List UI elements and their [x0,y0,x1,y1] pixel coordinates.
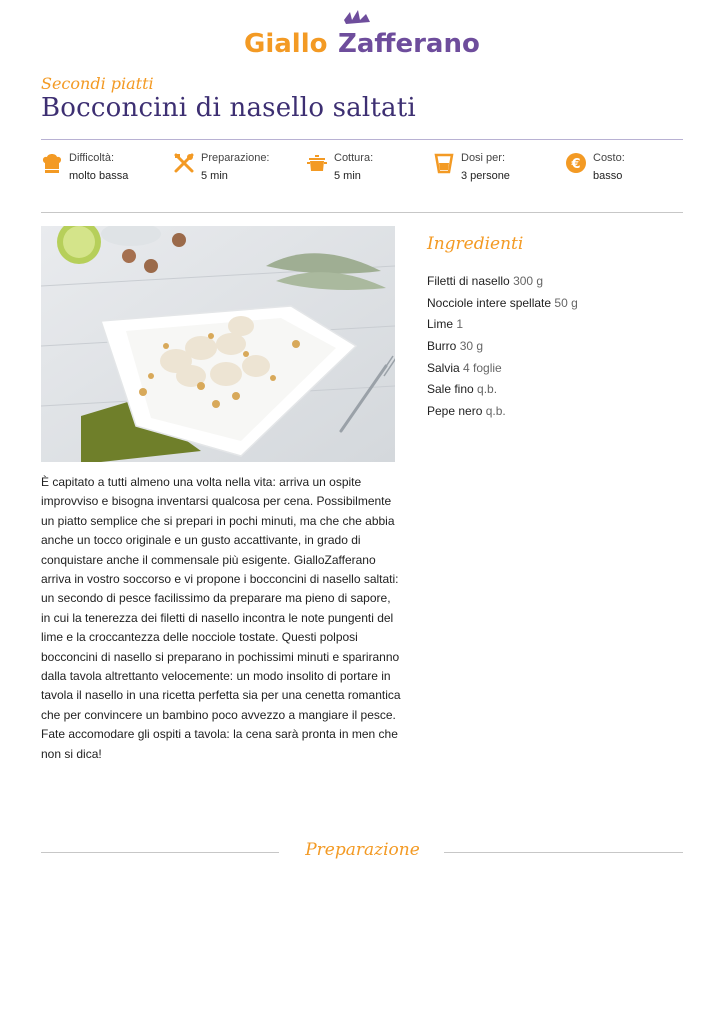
ingredient-name[interactable]: Lime [427,317,454,332]
ingredients-heading: Ingredienti [427,234,524,254]
info-label: Costo: [593,152,625,164]
serving-glass-icon [433,152,455,174]
ingredient-item [427,360,578,382]
ingredient-qty: 4 foglie [463,360,502,375]
logo-text-zafferano: Zafferano [338,29,480,58]
ingredient-qty: q.b. [477,382,498,397]
ingredient-qty: 30 g [459,339,484,354]
info-divider [41,212,683,213]
recipe-category[interactable]: Secondi piatti [41,74,154,93]
info-label: Preparazione: [201,152,270,164]
info-value: molto bassa [69,170,129,182]
logo-text-giallo: Giallo [244,29,328,58]
ingredient-name[interactable]: Filetti di nasello [427,274,510,288]
ingredient-item [427,338,578,360]
recipe-photo [41,226,395,462]
recipe-title: Bocconcini di nasello saltati [41,93,416,123]
chef-hat-icon [41,152,63,174]
svg-text:€: € [571,157,581,172]
euro-coin-icon [565,152,587,174]
info-label: Cottura: [334,152,374,164]
ingredient-item [427,295,578,317]
info-label: Difficoltà: [69,152,115,164]
utensils-icon [173,152,195,174]
ingredient-item [427,316,578,338]
ingredient-item [427,273,578,295]
info-value: 5 min [334,170,361,182]
ingredient-qty: q.b. [485,404,506,419]
ingredient-name[interactable]: Nocciole intere spellate [427,295,552,310]
ingredient-qty: 300 g [513,274,544,288]
prep-divider-left [41,852,279,853]
pot-icon [306,152,328,174]
prep-divider-right [444,852,683,853]
info-value: 3 persone [461,170,510,182]
ingredient-qty: 50 g [554,295,578,310]
ingredient-name[interactable]: Sale fino [427,382,474,397]
ingredient-item [427,381,578,403]
ingredients-list [427,273,578,425]
giallozafferano-logo [0,6,725,58]
recipe-description: È capitato a tutti almeno una volta nella vita: arriva un ospite improvviso e bisogna inventarsi qualcosa per cena. Possibilmente un piatto semplice che si prepari in pochi minuti, ma che che abbia anche un tocco originale e un gusto accattivante, in grado di conquistare anche il commensale più esigente. GialloZafferano arriva in vostro soccorso e vi propone i bocconcini di nasello saltati: un secondo di pesce facilissimo da preparare ma pieno di sapore, in cui la tenerezza dei filetti di nasello incontra le note pungenti del lime e la croccantezza delle nocciole tostate. Questi polposi bocconcini di nasello si preparano in pochissimi minuti e spariranno dalla tavola altrettanto velocemente: un modo insolito di portare in tavola il nasello in una ricetta perfetta sia per una cenetta romantica che per convincere un bambino poco avvezzo a mangiare il pesce. Fate accomodare gli ospiti a tavola: la cena sarà pronta in men che non si dica! [41,475,401,761]
info-label: Dosi per: [461,152,506,164]
title-divider [41,139,683,140]
ingredient-item [427,403,578,425]
ingredient-name[interactable]: Salvia [427,360,460,375]
ingredient-name[interactable]: Pepe nero [427,404,483,419]
ingredient-qty: 1 [456,317,464,332]
preparation-heading: Preparazione [305,840,420,860]
info-value: basso [593,170,623,182]
info-value: 5 min [201,170,228,182]
ingredient-name[interactable]: Burro [427,339,457,354]
